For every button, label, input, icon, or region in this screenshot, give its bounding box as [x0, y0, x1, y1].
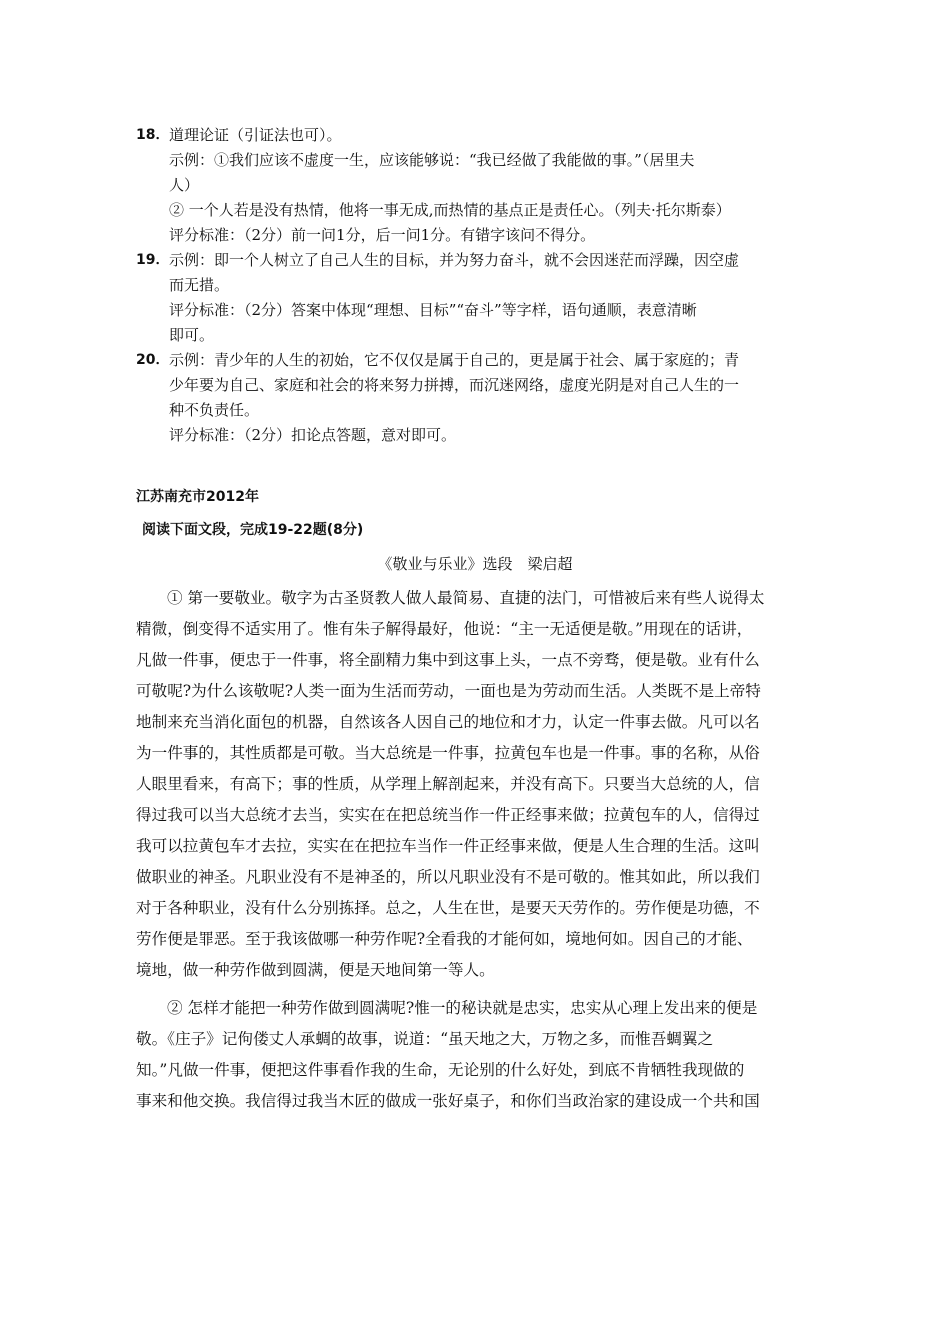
answer-line: 种不负责任。	[169, 401, 260, 419]
answer-number: 20．	[136, 352, 170, 368]
paragraph-line: 事来和他交换。我信得过我当木匠的做成一张好桌子，和你们当政治家的建设成一个共和国	[136, 1092, 760, 1110]
paragraph-line: 地制来充当消化面包的机器，自然该各人因自己的地位和才力，认定一件事去做。凡可以名	[136, 713, 760, 731]
paragraph-line: 精微，倒变得不适实用了。惟有朱子解得最好，他说：“主一无适便是敬。”用现在的话讲，	[136, 620, 753, 638]
paragraph-line: 可敬呢?为什么该敬呢?人类一面为生活而劳动，一面也是为劳动而生活。人类既不是上帝特	[136, 682, 761, 700]
paragraph-line: 为一件事的，其性质都是可敬。当大总统是一件事，拉黄包车也是一件事。事的名称，从俗	[136, 744, 760, 762]
answer-item-18	[136, 123, 826, 248]
paragraph-line: 劳作便是罪恶。至于我该做哪一种劳作呢?全看我的才能何如，境地何如。因自己的才能、	[136, 930, 753, 948]
paragraph-line: 对于各种职业，没有什么分别拣择。总之，人生在世，是要天天劳作的。劳作便是功德，不	[136, 899, 760, 917]
answer-line: 道理论证（引证法也可）。	[169, 126, 342, 144]
paragraph-line: 人眼里看来，有高下；事的性质，从学理上解剖起来，并没有高下。只要当大总统的人，信	[136, 775, 760, 793]
paragraph-line: 知。”凡做一件事，便把这件事看作我的生命，无论别的什么好处，到底不肯牺牲我现做的	[136, 1061, 745, 1079]
paragraph-line: 凡做一件事，便忠于一件事，将全副精力集中到这事上头，一点不旁骛，便是敬。业有什么	[136, 651, 760, 669]
article-body	[136, 583, 814, 1124]
answer-line: 示例：即一个人树立了自己人生的目标，并为努力奋斗，就不会因迷茫而浮躁，因空虚	[169, 251, 740, 269]
paragraph-line: 做职业的神圣。凡职业没有不是神圣的，所以凡职业没有不是可敬的。惟其如此，所以我们	[136, 868, 760, 886]
answer-line: 评分标准：（2分）前一问1分，后一问1分。有错字该问不得分。	[169, 226, 596, 244]
answer-line: 评分标准：（2分）答案中体现“理想、目标”“奋斗”等字样，语句通顺，表意清晰	[169, 301, 697, 319]
paragraph-line: 我可以拉黄包车才去拉，实实在在把拉车当作一件正经事来做，便是人生合理的生活。这叫	[136, 837, 760, 855]
paragraph-line: ① 第一要敬业。敬字为古圣贤教人做人最简易、直捷的法门，可惜被后来有些人说得太	[167, 589, 765, 607]
reading-instruction: 阅读下面文段，完成19-22题(8分)	[142, 522, 364, 538]
paragraph-line: ② 怎样才能把一种劳作做到圆满呢?惟一的秘诀就是忠实，忠实从心理上发出来的便是	[167, 999, 758, 1017]
answer-item-19	[136, 248, 826, 348]
answer-number: 19．	[136, 252, 170, 268]
article-paragraph-2	[136, 993, 814, 1117]
answer-line: 人）	[169, 176, 200, 194]
paragraph-line: 敬。《庄子》记佝偻丈人承蜩的故事，说道：“虽天地之大，万物之多，而惟吾蜩翼之	[136, 1030, 714, 1048]
answer-line: 而无措。	[169, 276, 230, 294]
answer-line: 即可。	[169, 326, 215, 344]
answer-line: 评分标准：（2分）扣论点答题，意对即可。	[169, 426, 457, 444]
answer-line: 示例：①我们应该不虚度一生，应该能够说：“我已经做了我能做的事。”（居里夫	[169, 151, 695, 169]
answer-item-20	[136, 348, 826, 448]
answer-line: 示例：青少年的人生的初始，它不仅仅是属于自己的，更是属于社会、属于家庭的；青	[169, 351, 740, 369]
answer-line: ② 一个人若是没有热情，他将一事无成,而热情的基点正是责任心。（列夫·托尔斯泰）	[169, 201, 731, 219]
answer-number: 18．	[136, 127, 170, 143]
paragraph-line: 得过我可以当大总统才去当，实实在在把总统当作一件正经事来做；拉黄包车的人，信得过	[136, 806, 760, 824]
answer-section	[136, 123, 826, 448]
article-title: 《敬业与乐业》选段 梁启超	[377, 555, 573, 573]
answer-line: 少年要为自己、家庭和社会的将来努力拼搏，而沉迷网络，虚度光阴是对自己人生的一	[169, 376, 740, 394]
region-heading: 江苏南充市2012年	[136, 489, 259, 505]
paragraph-line: 境地，做一种劳作做到圆满，便是天地间第一等人。	[136, 961, 495, 979]
article-paragraph-1	[136, 583, 814, 986]
